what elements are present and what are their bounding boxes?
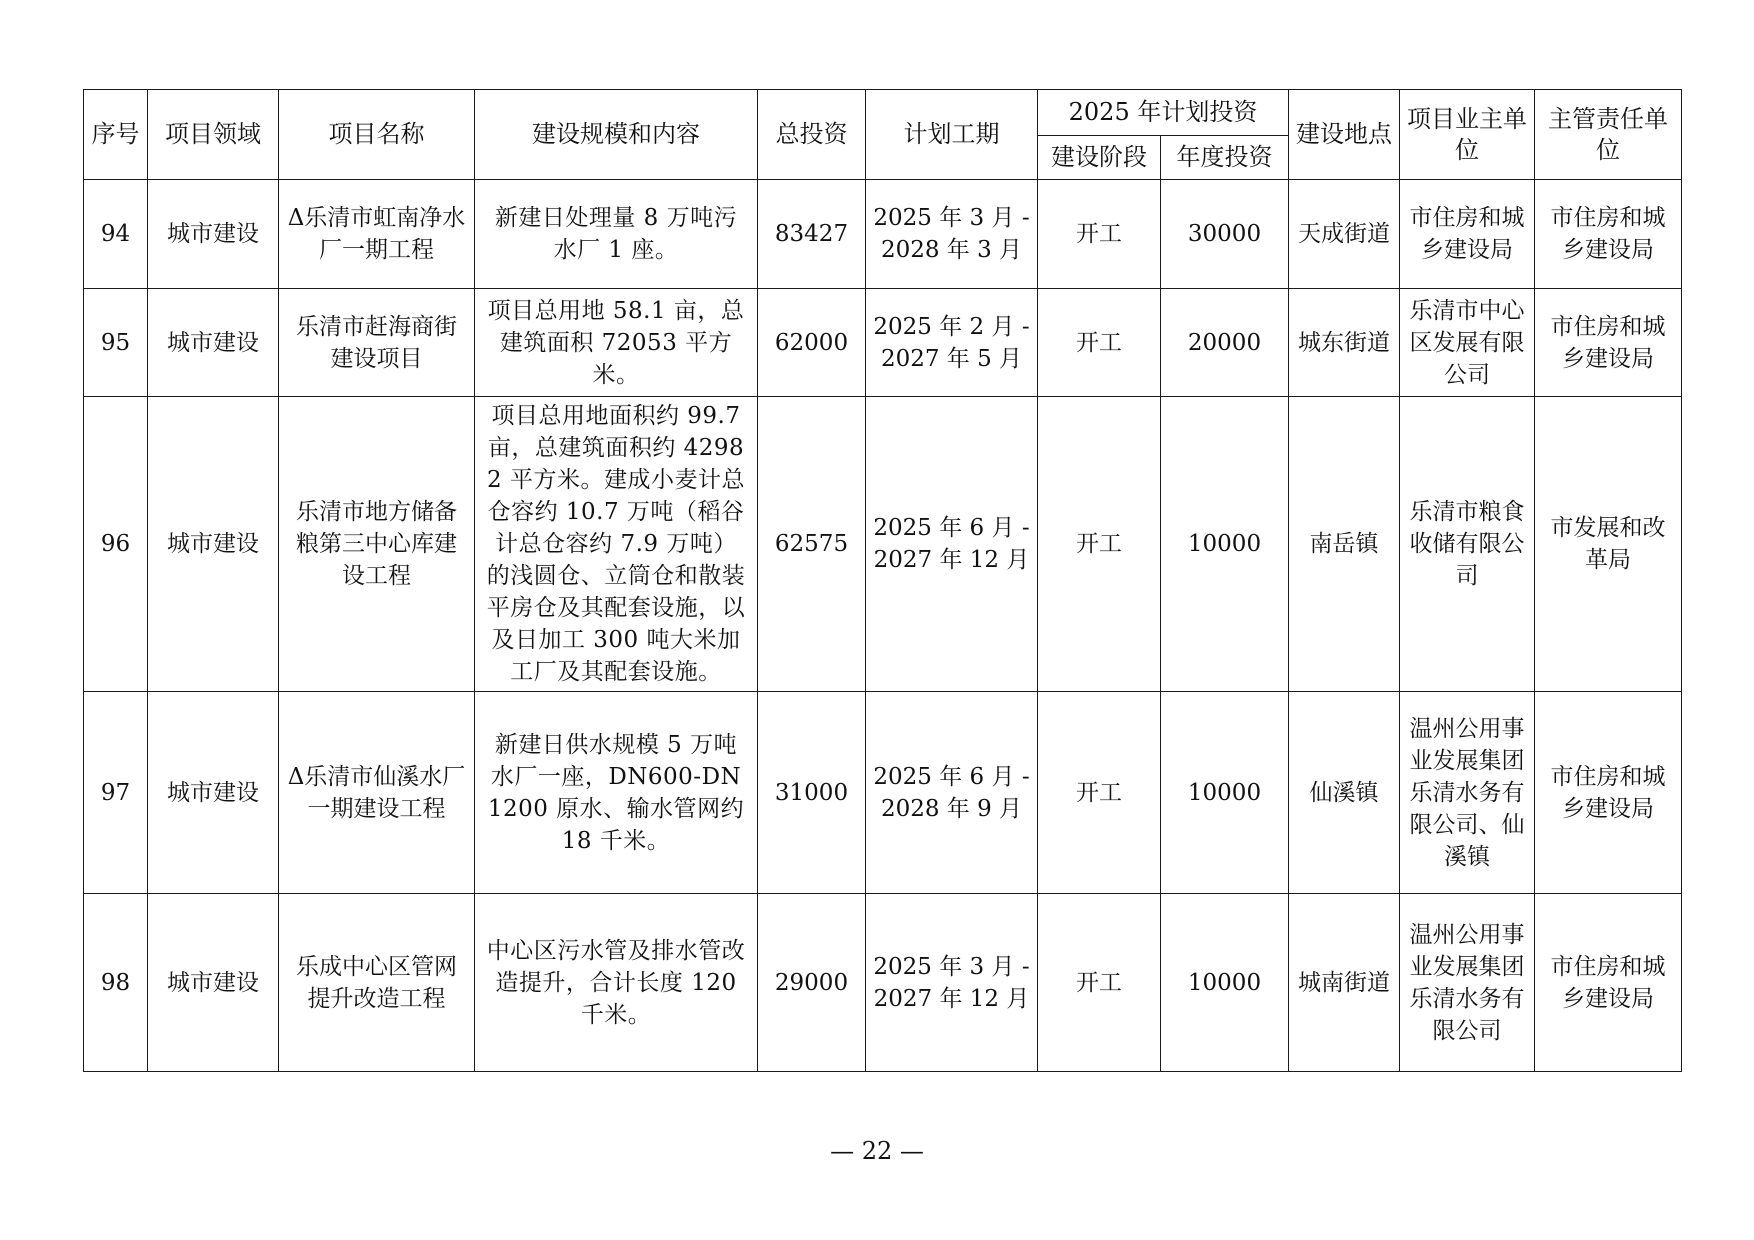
cell-dept: 市发展和改革局 xyxy=(1535,397,1682,692)
cell-location: 仙溪镇 xyxy=(1289,692,1400,894)
cell-scale: 新建日供水规模 5 万吨水厂一座，DN600-DN1200 原水、输水管网约 18 千米。 xyxy=(475,692,758,894)
header-plan-group: 2025 年计划投资 xyxy=(1038,90,1289,136)
cell-scale: 新建日处理量 8 万吨污水厂 1 座。 xyxy=(475,180,758,289)
header-annual: 年度投资 xyxy=(1161,136,1289,180)
table-row xyxy=(84,397,1682,692)
cell-stage: 开工 xyxy=(1038,397,1161,692)
cell-seq: 98 xyxy=(84,894,148,1072)
table-row xyxy=(84,289,1682,397)
cell-annual: 10000 xyxy=(1161,894,1289,1072)
cell-owner: 温州公用事业发展集团乐清水务有限公司、仙溪镇 xyxy=(1400,692,1535,894)
cell-period: 2025 年 6 月 -2028 年 9 月 xyxy=(866,692,1038,894)
cell-owner: 温州公用事业发展集团乐清水务有限公司 xyxy=(1400,894,1535,1072)
cell-period: 2025 年 6 月 -2027 年 12 月 xyxy=(866,397,1038,692)
cell-field: 城市建设 xyxy=(148,289,279,397)
table-row xyxy=(84,180,1682,289)
cell-location: 城东街道 xyxy=(1289,289,1400,397)
cell-dept: 市住房和城乡建设局 xyxy=(1535,180,1682,289)
cell-period: 2025 年 2 月 -2027 年 5 月 xyxy=(866,289,1038,397)
cell-seq: 95 xyxy=(84,289,148,397)
header-seq: 序号 xyxy=(84,90,148,180)
header-name: 项目名称 xyxy=(279,90,475,180)
cell-period: 2025 年 3 月 -2028 年 3 月 xyxy=(866,180,1038,289)
cell-field: 城市建设 xyxy=(148,397,279,692)
project-table xyxy=(83,89,1682,1072)
cell-stage: 开工 xyxy=(1038,692,1161,894)
cell-annual: 20000 xyxy=(1161,289,1289,397)
cell-total: 29000 xyxy=(758,894,866,1072)
table-row xyxy=(84,894,1682,1072)
cell-location: 南岳镇 xyxy=(1289,397,1400,692)
cell-dept: 市住房和城乡建设局 xyxy=(1535,289,1682,397)
cell-stage: 开工 xyxy=(1038,894,1161,1072)
cell-seq: 96 xyxy=(84,397,148,692)
cell-seq: 94 xyxy=(84,180,148,289)
header-location: 建设地点 xyxy=(1289,90,1400,180)
cell-name: Δ乐清市仙溪水厂一期建设工程 xyxy=(279,692,475,894)
cell-total: 31000 xyxy=(758,692,866,894)
cell-annual: 10000 xyxy=(1161,397,1289,692)
header-stage: 建设阶段 xyxy=(1038,136,1161,180)
cell-location: 城南街道 xyxy=(1289,894,1400,1072)
cell-owner: 市住房和城乡建设局 xyxy=(1400,180,1535,289)
cell-total: 83427 xyxy=(758,180,866,289)
cell-location: 天成街道 xyxy=(1289,180,1400,289)
cell-stage: 开工 xyxy=(1038,180,1161,289)
cell-owner: 乐清市中心区发展有限公司 xyxy=(1400,289,1535,397)
cell-field: 城市建设 xyxy=(148,894,279,1072)
header-owner: 项目业主单位 xyxy=(1400,90,1535,180)
cell-scale: 中心区污水管及排水管改造提升，合计长度 120 千米。 xyxy=(475,894,758,1072)
cell-name: Δ乐清市虹南净水厂一期工程 xyxy=(279,180,475,289)
cell-seq: 97 xyxy=(84,692,148,894)
cell-period: 2025 年 3 月 -2027 年 12 月 xyxy=(866,894,1038,1072)
cell-name: 乐成中心区管网提升改造工程 xyxy=(279,894,475,1072)
cell-field: 城市建设 xyxy=(148,692,279,894)
cell-scale: 项目总用地 58.1 亩，总建筑面积 72053 平方米。 xyxy=(475,289,758,397)
cell-dept: 市住房和城乡建设局 xyxy=(1535,692,1682,894)
header-period: 计划工期 xyxy=(866,90,1038,180)
cell-scale: 项目总用地面积约 99.7 亩，总建筑面积约 42982 平方米。建成小麦计总仓容约 10.7 万吨（稻谷计总仓容约 7.9 万吨）的浅圆仓、立筒仓和散装平房仓及其配套设施，以及日加工 300 吨大米加工厂及其配套设施。 xyxy=(475,397,758,692)
cell-stage: 开工 xyxy=(1038,289,1161,397)
cell-dept: 市住房和城乡建设局 xyxy=(1535,894,1682,1072)
table-row xyxy=(84,692,1682,894)
cell-annual: 10000 xyxy=(1161,692,1289,894)
header-field: 项目领域 xyxy=(148,90,279,180)
cell-total: 62575 xyxy=(758,397,866,692)
cell-field: 城市建设 xyxy=(148,180,279,289)
cell-annual: 30000 xyxy=(1161,180,1289,289)
page-number: — 22 — xyxy=(830,1137,924,1165)
cell-name: 乐清市赶海商街建设项目 xyxy=(279,289,475,397)
cell-owner: 乐清市粮食收储有限公司 xyxy=(1400,397,1535,692)
header-total: 总投资 xyxy=(758,90,866,180)
header-dept: 主管责任单位 xyxy=(1535,90,1682,180)
cell-name: 乐清市地方储备粮第三中心库建设工程 xyxy=(279,397,475,692)
header-scale: 建设规模和内容 xyxy=(475,90,758,180)
cell-total: 62000 xyxy=(758,289,866,397)
